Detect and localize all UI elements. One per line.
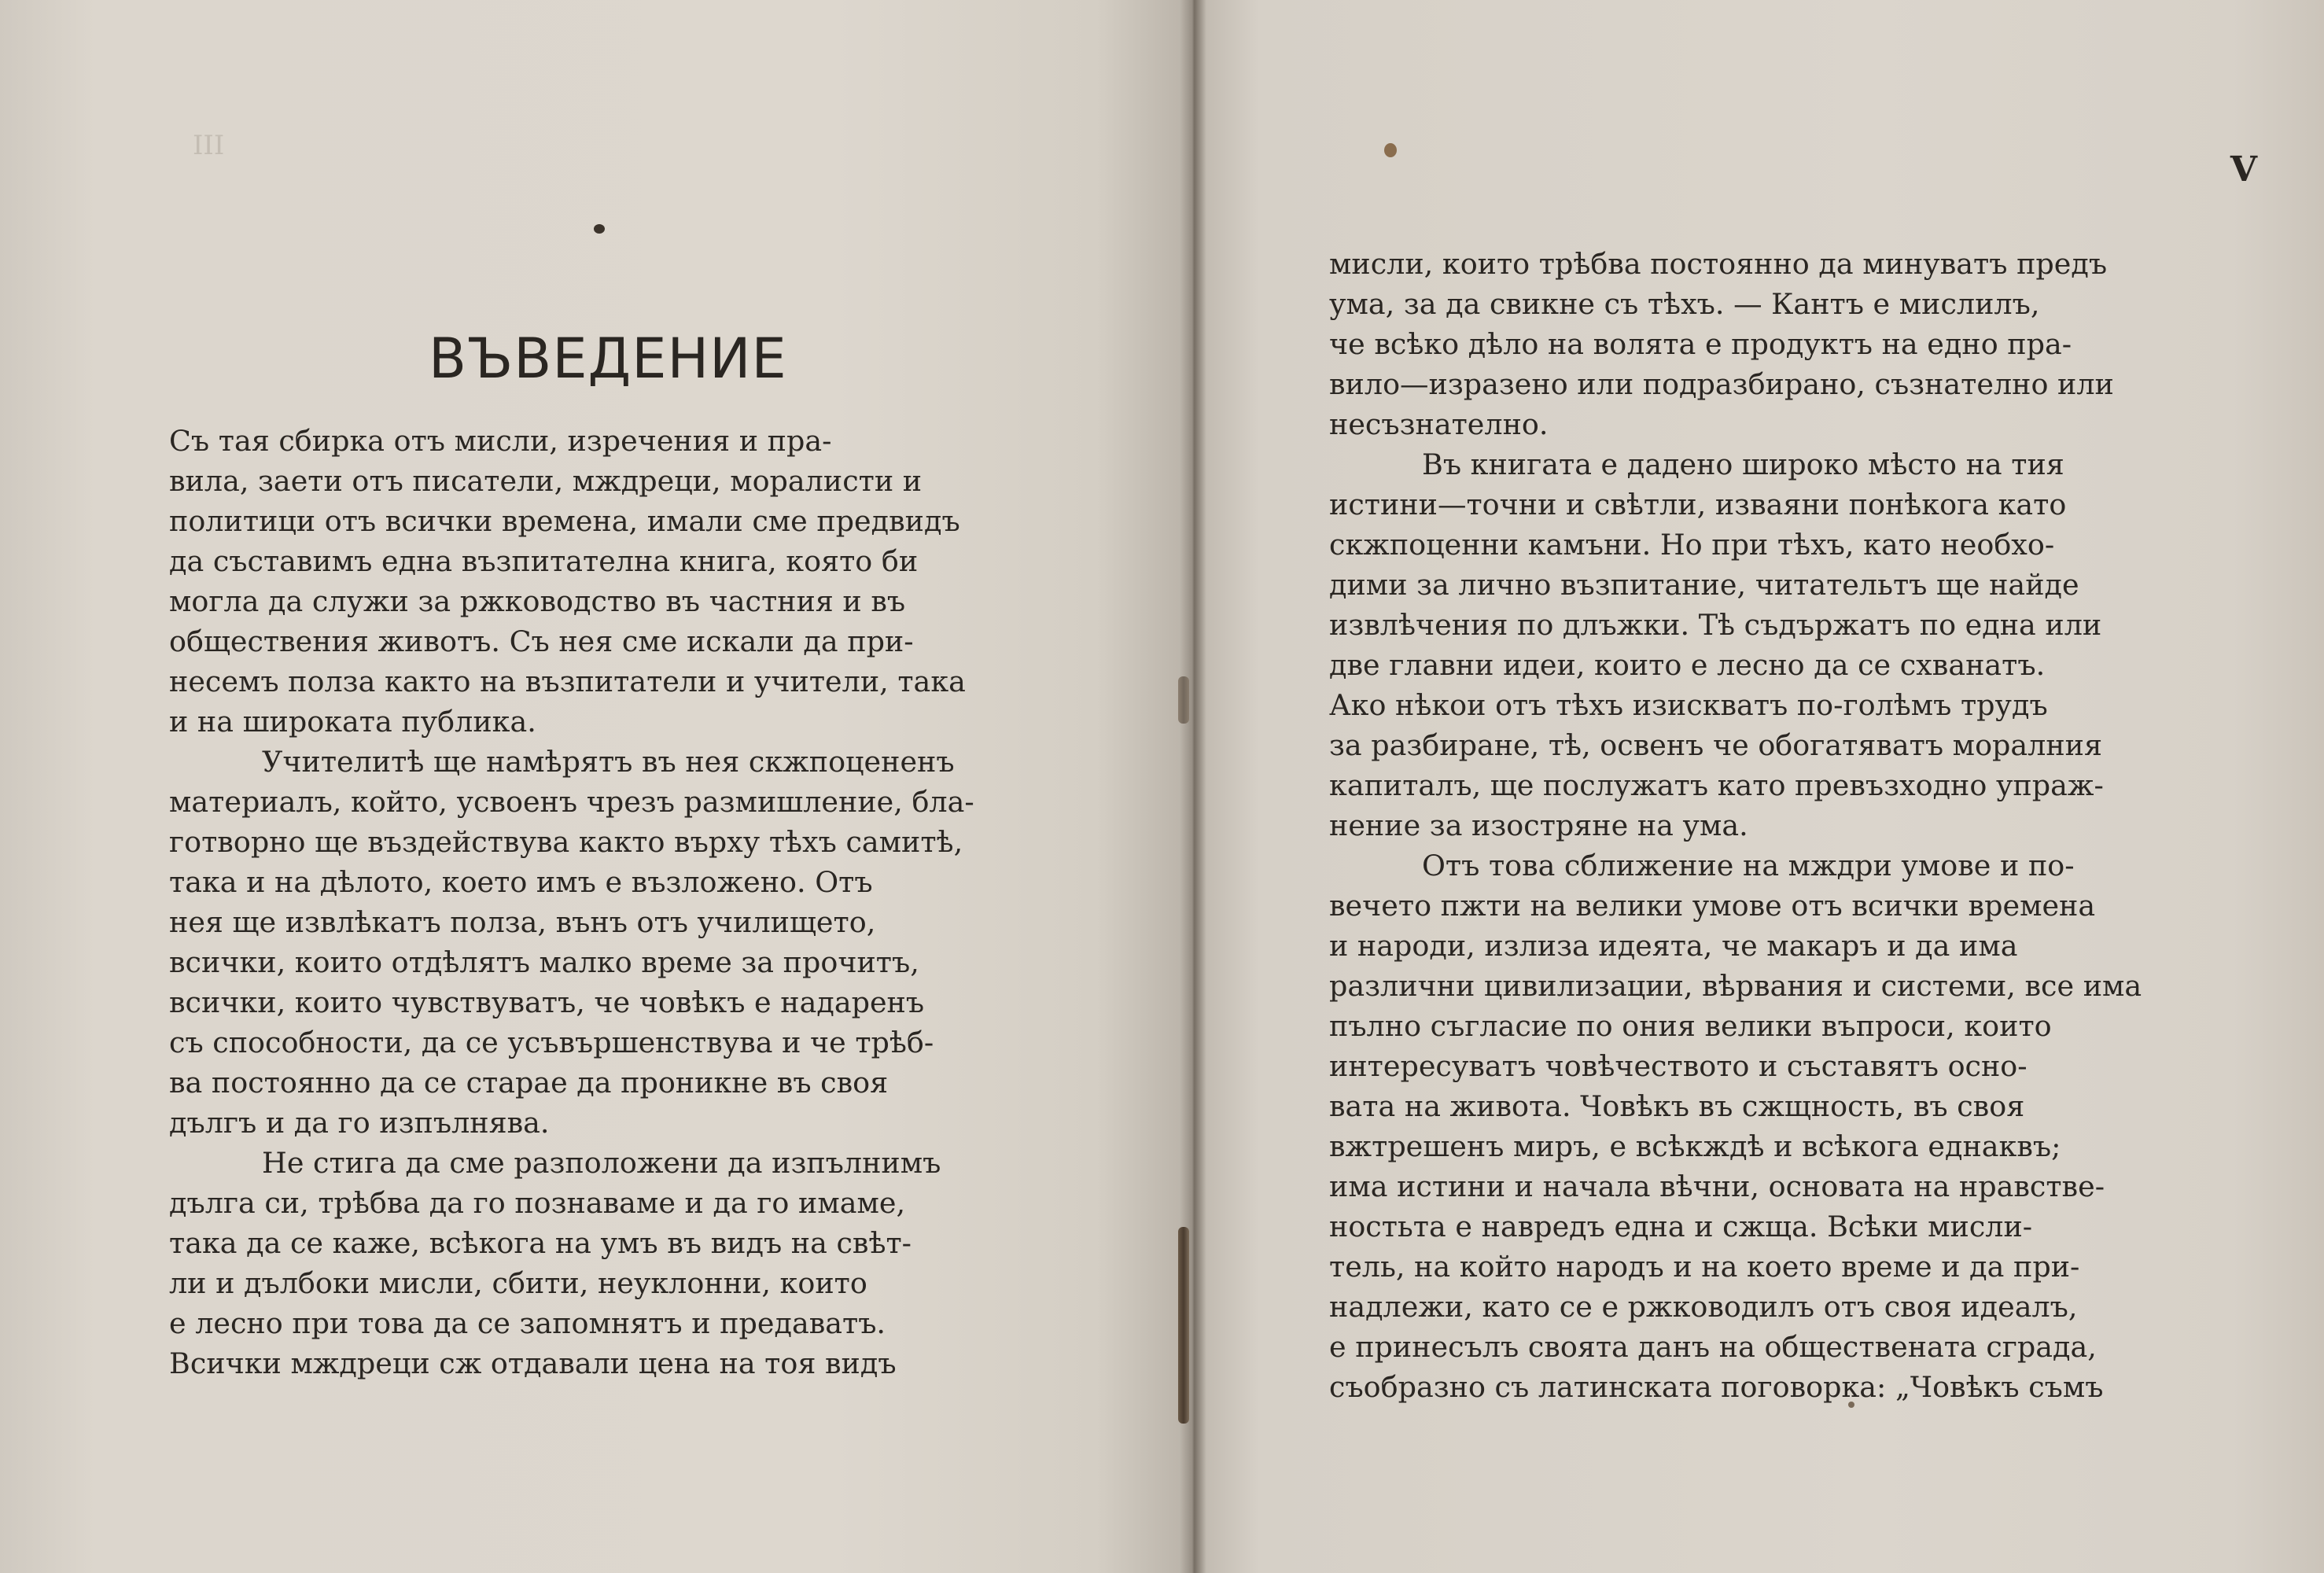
text-line: две главни идеи, които е лесно да се схванатъ. — [1329, 648, 2046, 682]
text-line: съ способности, да се усъвършенствува и че трѣб- — [169, 1026, 934, 1059]
text-line: Съ тая сбирка отъ мисли, изречения и пра- — [169, 424, 832, 458]
left-page-text — [169, 421, 1050, 1383]
text-line: Въ книгата е дадено широко мѣсто на тия — [1422, 448, 2064, 481]
text-line: така да се каже, всѣкога на умъ въ видъ на свѣт- — [169, 1226, 912, 1260]
text-line: вечето пжти на велики умове отъ всички времена — [1329, 889, 2096, 923]
text-line: ва постоянно да се старае да проникне въ своя — [169, 1066, 889, 1100]
text-line: несъзнателно. — [1329, 407, 1549, 441]
text-line: всички, които чувствуватъ, че човѣкъ е надаренъ — [169, 985, 925, 1019]
page-title: ВЪВЕДЕНИЕ — [429, 326, 787, 391]
spine-tear — [1178, 1227, 1189, 1424]
text-line: вжтрешенъ миръ, е всѣкждѣ и всѣкога еднаквъ; — [1329, 1129, 2061, 1163]
text-line: тель, на който народъ и на което време и да при- — [1329, 1250, 2080, 1284]
text-line: интересуватъ човѣчеството и съставятъ осно- — [1329, 1049, 2028, 1083]
text-line: че всѣко дѣло на волята е продуктъ на едно пра- — [1329, 327, 2072, 361]
spine-tear — [1178, 676, 1189, 724]
text-line: дългъ и да го изпълнява. — [169, 1106, 550, 1140]
text-line: нея ще извлѣкатъ полза, вънъ отъ училището, — [169, 905, 876, 939]
right-page-text — [1329, 244, 2163, 1407]
text-line: различни цивилизации, вѣрвания и системи, все има — [1329, 969, 2142, 1003]
text-line: дими за лично възпитание, читательтъ ще найде — [1329, 568, 2079, 602]
text-line: вило—изразено или подразбирано, съзнателно или — [1329, 367, 2114, 401]
text-line: да съставимъ една възпитателна книга, която би — [169, 544, 919, 578]
text-line: мисли, които трѣбва постоянно да минуватъ предъ — [1329, 247, 2108, 281]
text-line: вата на живота. Човѣкъ въ сжщность, въ своя — [1329, 1089, 2025, 1123]
text-line: материалъ, който, усвоенъ чрезъ размишление, бла- — [169, 785, 974, 819]
text-line: ли и дълбоки мисли, сбити, неуклонни, които — [169, 1266, 867, 1300]
text-line: така и на дѣлото, което имъ е възложено. Отъ — [169, 865, 873, 899]
text-line: извлѣчения по длъжки. Тѣ съдържатъ по една или — [1329, 608, 2102, 642]
text-line: капиталъ, ще послужатъ като превъзходно упраж- — [1329, 768, 2104, 802]
text-line: Отъ това сближение на мждри умове и по- — [1422, 849, 2075, 882]
left-page-number: III — [193, 130, 225, 161]
text-line: и на широката публика. — [169, 705, 536, 739]
text-line: надлежи, като се е ржководилъ отъ своя идеалъ, — [1329, 1290, 2078, 1324]
text-line: обществения животъ. Съ нея сме искали да при- — [169, 624, 914, 658]
text-line: Учителитѣ ще намѣрятъ въ нея скжпоцененъ — [262, 745, 955, 779]
text-line: всички, които отдѣлятъ малко време за прочитъ, — [169, 945, 919, 979]
text-line: Не стига да сме разположени да изпълнимъ — [262, 1146, 941, 1180]
text-line: Всички мждреци сж отдавали цена на тоя видъ — [169, 1346, 897, 1380]
ink-speck — [594, 224, 605, 234]
ink-speck — [1384, 143, 1397, 157]
text-line: ума, за да свикне съ тѣхъ. — Кантъ е мислилъ, — [1329, 287, 2040, 321]
text-line: има истини и начала вѣчни, основата на нравстве- — [1329, 1170, 2105, 1203]
text-line: за разбиране, тѣ, освенъ че обогатяватъ моралния — [1329, 728, 2103, 762]
text-line: могла да служи за ржководство въ частния и въ — [169, 584, 906, 618]
text-line: е принесълъ своята данъ на обществената сграда, — [1329, 1330, 2097, 1364]
text-line: дълга си, трѣбва да го познаваме и да го имаме, — [169, 1186, 906, 1220]
text-line: и народи, излиза идеята, че макаръ и да има — [1329, 929, 2018, 963]
text-line: несемъ полза както на възпитатели и учители, така — [169, 665, 966, 698]
text-line: Ако нѣкои отъ тѣхъ изискватъ по-голѣмъ трудъ — [1329, 688, 2048, 722]
text-line: нение за изостряне на ума. — [1329, 809, 1748, 842]
text-line: съобразно съ латинската поговорка: „Човѣкъ съмъ — [1329, 1370, 2104, 1404]
text-line: готворно ще въздействува както върху тѣхъ самитѣ, — [169, 825, 963, 859]
text-line: вила, заети отъ писатели, мждреци, моралисти и — [169, 464, 923, 498]
right-page-number: V — [2230, 149, 2257, 190]
text-line: пълно съгласие по ония велики въпроси, които — [1329, 1009, 2052, 1043]
text-line: ностьта е навредъ една и сжща. Всѣки мисли- — [1329, 1210, 2033, 1243]
text-line: истини—точни и свѣтли, изваяни понѣкога като — [1329, 488, 2067, 521]
text-line: скжпоценни камъни. Но при тѣхъ, като необхо- — [1329, 528, 2055, 562]
text-line: е лесно при това да се запомнятъ и предаватъ. — [169, 1306, 886, 1340]
text-line: политици отъ всички времена, имали сме предвидъ — [169, 504, 960, 538]
